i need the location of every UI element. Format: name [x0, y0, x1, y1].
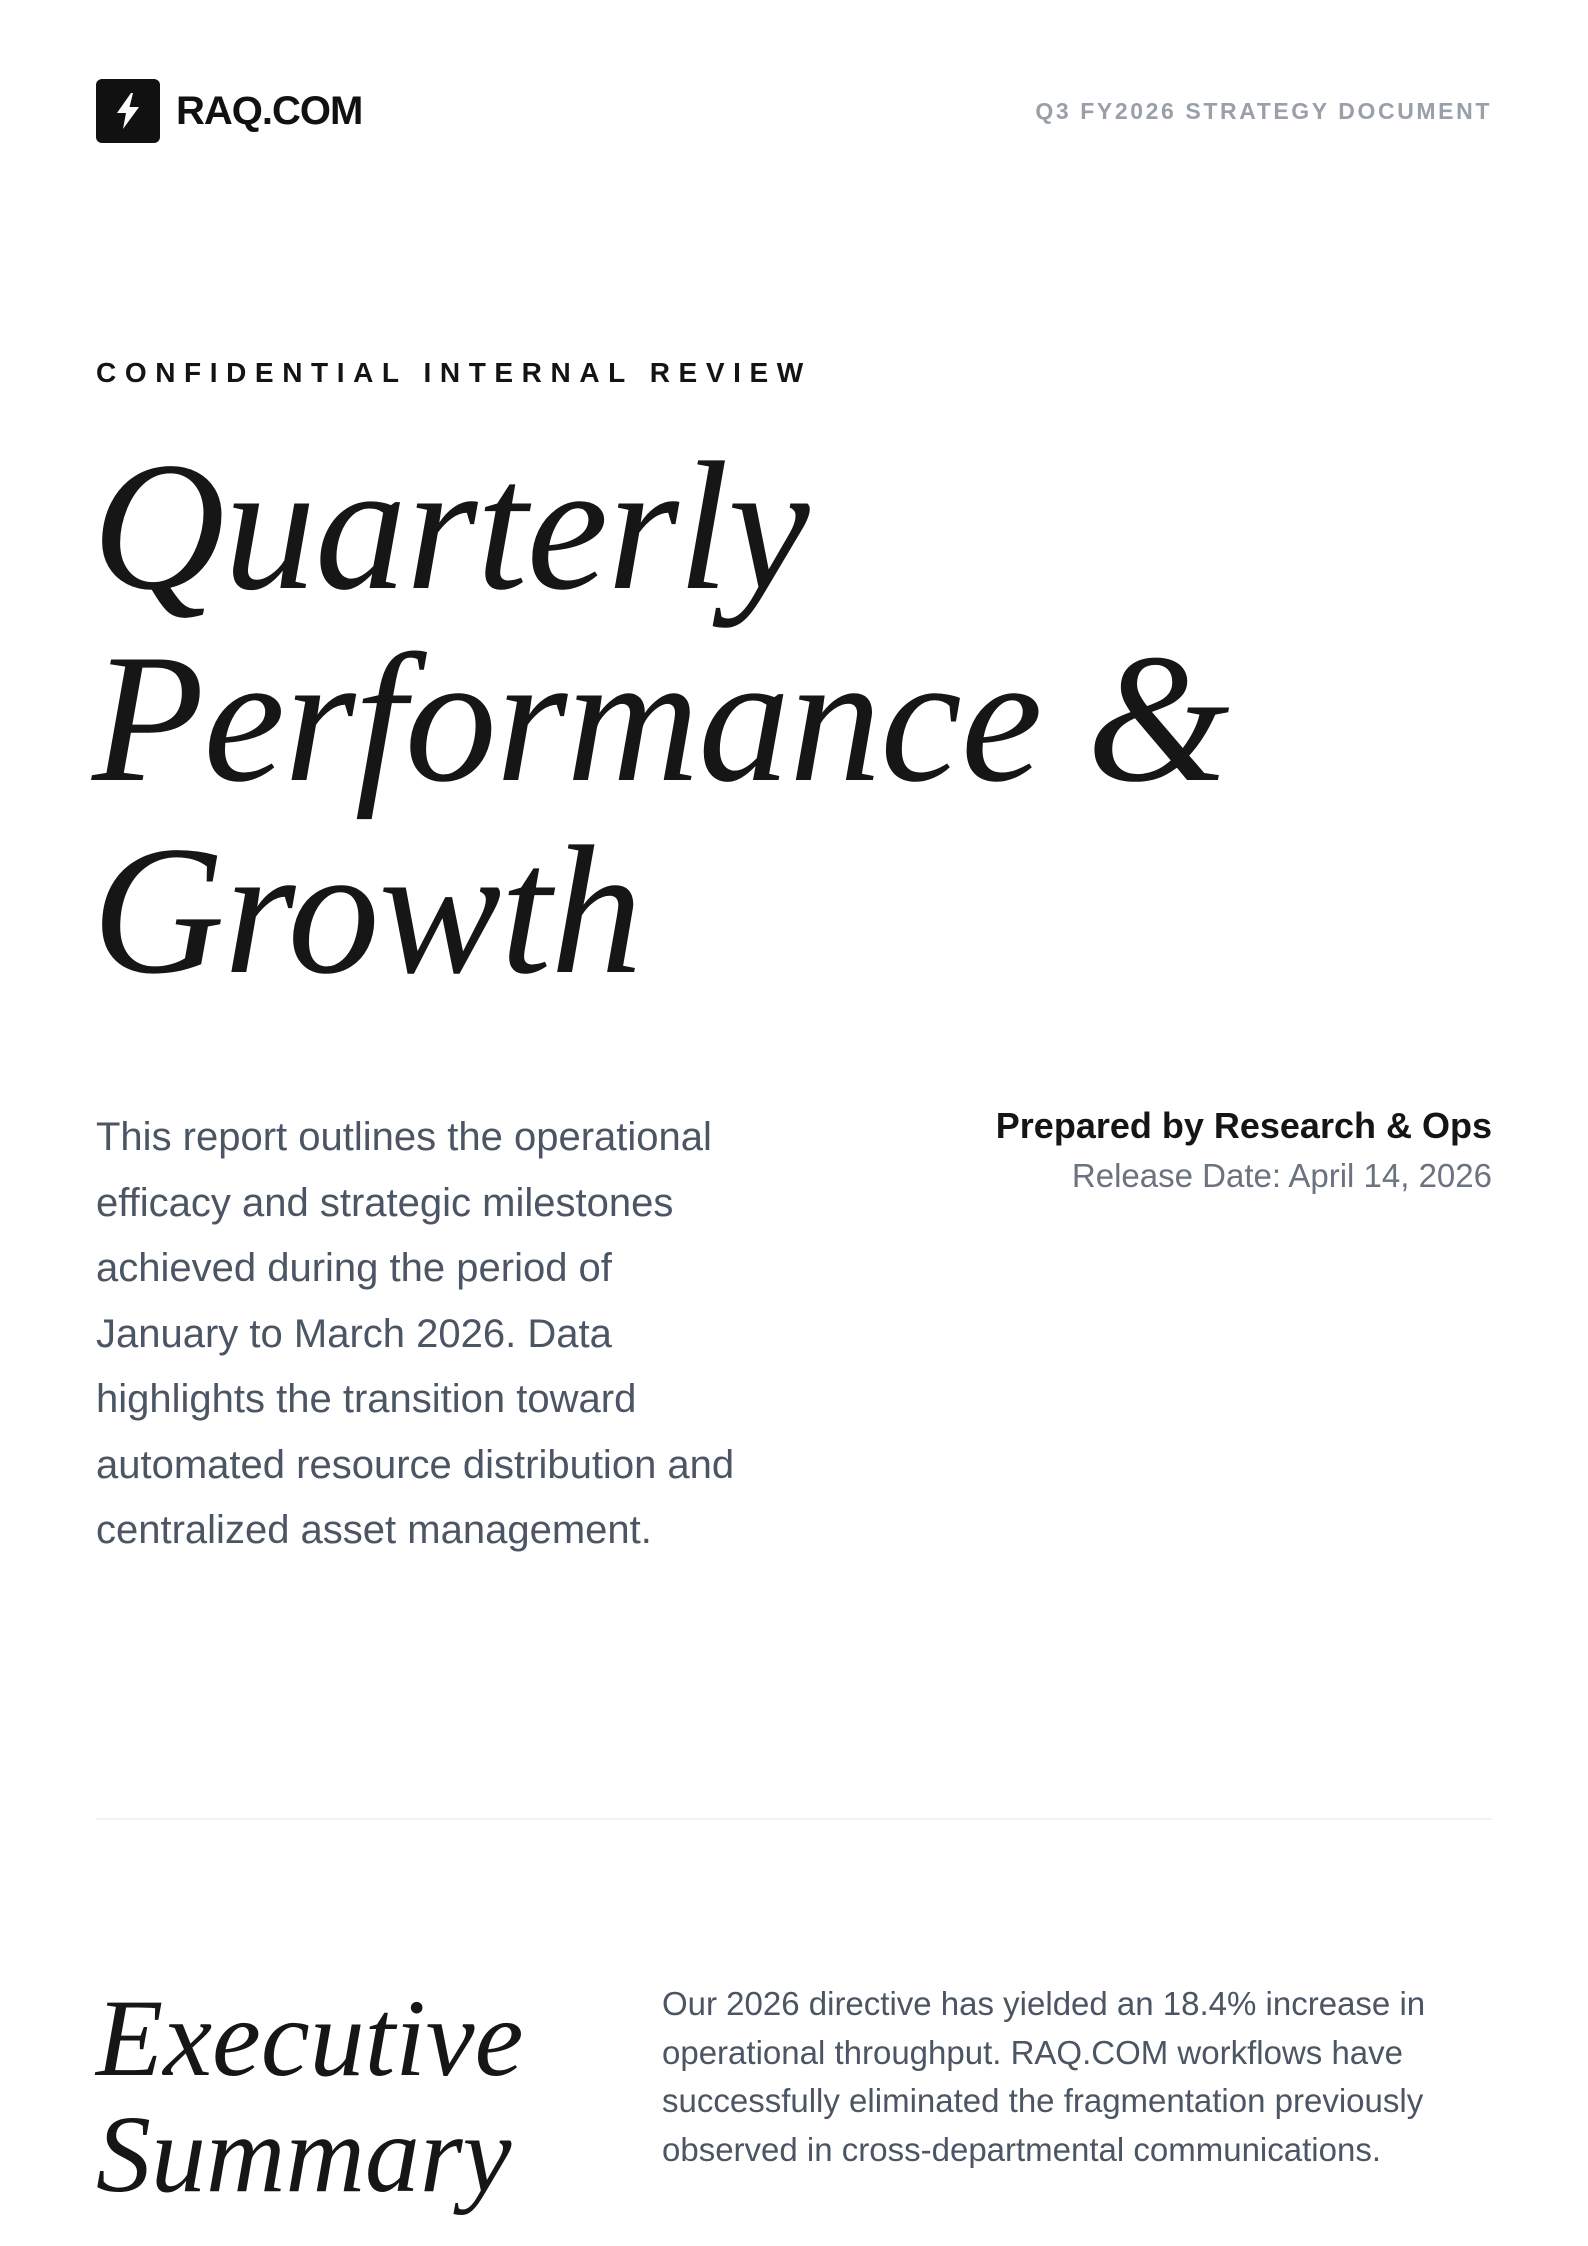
executive-summary-body: Our 2026 directive has yielded an 18.4% increase in operational throughput. RAQ.COM workflows have successfully eliminated the fragmentation previously observed in cross-departmental communications. [662, 1985, 1426, 2168]
confidential-kicker: CONFIDENTIAL INTERNAL REVIEW [96, 357, 812, 388]
logo-text: RAQ.COM [176, 89, 363, 133]
document-label: Q3 FY2026 STRATEGY DOCUMENT [1035, 98, 1492, 124]
page-header [96, 79, 1492, 143]
prepared-block [996, 1103, 1492, 1197]
report-title-line: Quarterly [92, 424, 809, 628]
intro-paragraph: This report outlines the operational efficacy and strategic milestones achieved during the period of January to March 2026. Data highlights the transition toward automated resource distribution and centralized asset management. [96, 1115, 735, 1552]
section-divider [96, 1818, 1492, 1820]
lightning-bolt-icon [114, 93, 142, 129]
report-title [92, 424, 1392, 1012]
report-title-line: Growth [92, 808, 642, 1012]
release-date: Release Date: April 14, 2026 [1071, 1157, 1492, 1194]
logo-mark [96, 79, 160, 143]
prepared-by: Prepared by Research & Ops [995, 1105, 1492, 1146]
executive-summary-title [96, 1977, 524, 2215]
section-title-line: Summary [96, 2093, 512, 2215]
section-title-line: Executive [96, 1977, 524, 2099]
report-title-line: Performance & [92, 616, 1229, 820]
